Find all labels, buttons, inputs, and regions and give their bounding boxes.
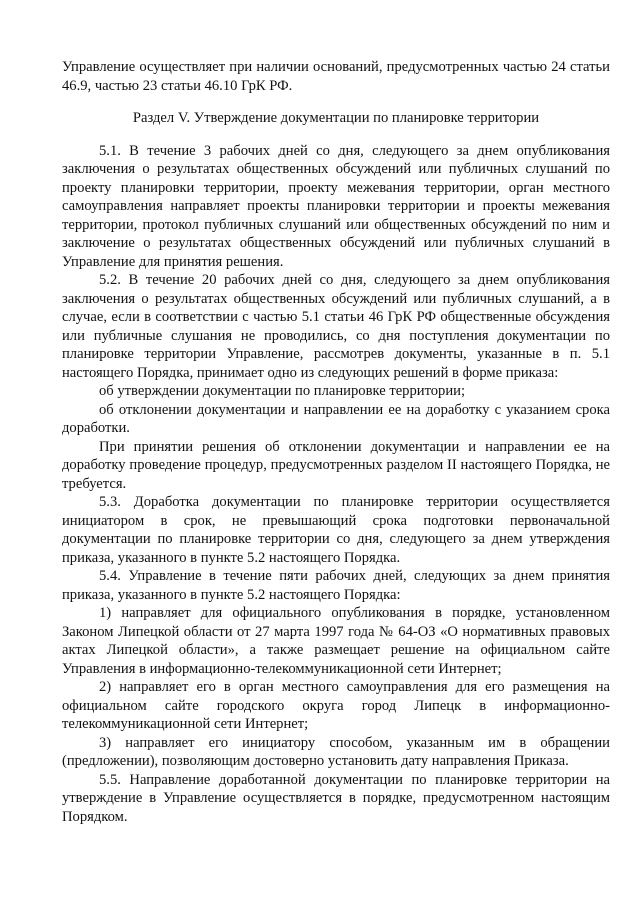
paragraph-5-1: 5.1. В течение 3 рабочих дней со дня, следующего за днем опубликования заключения о результатах общественных обсуждений или публичных слушаний по проекту планировки территории, проекту межевания территории, орган местного самоуправления направляет проекты планировки территории и проекты межевания территории, протокол публичных слушаний или общественных обсуждений по ним и заключение о результатах общественных обсуждений или публичных слушаний в Управление для принятия решения. bbox=[62, 142, 610, 270]
list-item-1: 1) направляет для официального опубликования в порядке, установленном Законом Липецкой области от 27 марта 1997 года № 64-ОЗ «О нормативных правовых актах Липецкой области», а также размещает решение на официальном сайте Управления в информационно-телекоммуникационной сети Интернет; bbox=[62, 605, 610, 677]
paragraph-rejection-note: При принятии решения об отклонении документации и направлении ее на доработку проведение процедур, предусмотренных разделом II настоящего Порядка, не требуется. bbox=[62, 438, 610, 492]
intro-paragraph: Управление осуществляет при наличии оснований, предусмотренных частью 24 статьи 46.9, частью 23 статьи 46.10 ГрК РФ. bbox=[62, 59, 610, 94]
option-reject: об отклонении документации и направлении ее на доработку с указанием срока доработки. bbox=[62, 401, 610, 436]
list-item-2: 2) направляет его в орган местного самоуправления для его размещения на официальном сайте городского округа город Липецк в информационно-телекоммуникационной сети Интернет; bbox=[62, 679, 610, 732]
list-item-3: 3) направляет его инициатору способом, указанным им в обращении (предложении), позволяющим достоверно установить дату направления Приказа. bbox=[62, 734, 610, 769]
paragraph-5-4: 5.4. Управление в течение пяти рабочих дней, следующих за днем принятия приказа, указанного в пункте 5.2 настоящего Порядка: bbox=[62, 568, 610, 603]
paragraph-5-5: 5.5. Направление доработанной документации по планировке территории на утверждение в Управление осуществляется в порядке, предусмотренном настоящим Порядком. bbox=[62, 771, 610, 825]
paragraph-5-3: 5.3. Доработка документации по планировке территории осуществляется инициатором в срок, не превышающий срока подготовки первоначальной документации по планировке территории со дня, следующего за днем утверждения приказа, указанного в пункте 5.2 настоящего Порядка. bbox=[62, 494, 610, 566]
section-title: Раздел V. Утверждение документации по планировке территории bbox=[132, 110, 540, 126]
option-approve: об утверждении документации по планировке территории; bbox=[99, 383, 466, 399]
document-page bbox=[62, 58, 610, 826]
paragraph-5-2: 5.2. В течение 20 рабочих дней со дня, следующего за днем опубликования заключения о результатах общественных обсуждений или публичных слушаний, а в случае, если в соответствии с частью 5.1 статьи 46 ГрК РФ общественные обсуждения или публичные слушания не проводились, со дня поступления документации по планировке территории Управление, рассмотрев документы, указанные в п. 5.1 настоящего Порядка, принимает одно из следующих решений в форме приказа: bbox=[62, 272, 610, 381]
